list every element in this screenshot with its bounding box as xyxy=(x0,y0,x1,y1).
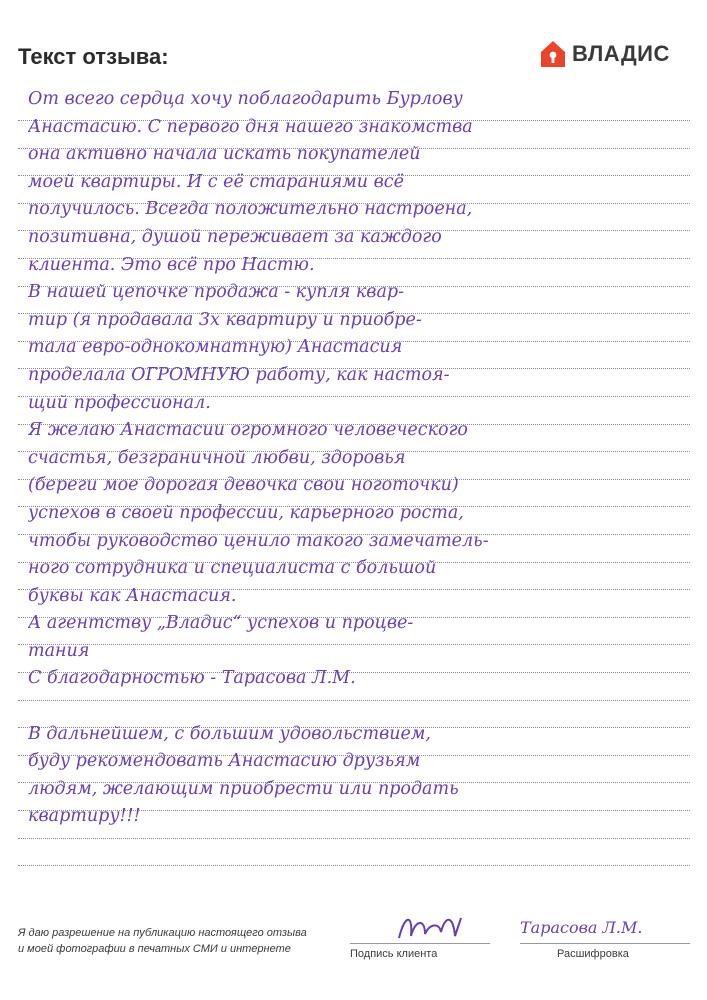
review-line: Я желаю Анастасии огромного человеческого xyxy=(28,420,468,441)
review-line: буду рекомендовать Анастасию друзьям xyxy=(28,751,421,772)
review-line: чтобы руководство ценило такого замечатель- xyxy=(28,530,489,551)
vladis-logo xyxy=(540,40,670,68)
review-line: моей квартиры. И с её стараниями всё xyxy=(28,171,404,192)
review-line: тания xyxy=(28,640,90,661)
review-line: В дальнейшем, с большим удовольствием, xyxy=(28,723,431,744)
review-line: ного сотрудника и специалиста с большой xyxy=(28,558,437,579)
ruled-line xyxy=(18,838,690,839)
review-line: клиента. Это всё про Настю. xyxy=(28,254,315,275)
page-title: Текст отзыва: xyxy=(18,44,169,69)
review-line: людям, желающим приобрести или продать xyxy=(28,778,459,799)
review-line: В нашей цепочке продажа - купля квар- xyxy=(28,282,405,303)
review-line: тир (я продавала 3х квартиру и приобре- xyxy=(28,309,422,330)
decoding-handwritten: Тарасова Л.М. xyxy=(520,918,643,937)
review-line: щий профессионал. xyxy=(28,392,211,413)
review-line: квартиру!!! xyxy=(28,806,141,827)
signature-scribble xyxy=(395,910,465,944)
review-line: С благодарностью - Тарасова Л.М. xyxy=(28,668,356,689)
logo-text: ВЛАДИС xyxy=(572,41,670,66)
review-line: А агентству „Владис“ успехов и процве- xyxy=(28,613,414,634)
review-line: проделала ОГРОМНУЮ работу, как настоя- xyxy=(28,364,450,385)
review-line: Анастасию. С первого дня нашего знакомства xyxy=(28,116,473,137)
review-line: позитивна, душой переживает за каждого xyxy=(28,226,442,247)
client-signature xyxy=(395,910,465,950)
review-line: буквы как Анастасия. xyxy=(28,585,237,606)
handwritten-review xyxy=(28,86,678,831)
review-line: От всего сердца хочу поблагодарить Бурлову xyxy=(28,89,463,109)
review-line: успехов в своей профессии, карьерного роста, xyxy=(28,502,464,523)
review-line xyxy=(28,693,678,721)
permission-line: Я даю разрешение на публикацию настоящего отзыва xyxy=(18,927,307,939)
review-line: тала евро-однокомнатную) Анастасия xyxy=(28,337,403,358)
house-lock-icon xyxy=(540,40,566,68)
ruled-line xyxy=(18,865,690,866)
signature-label: Подпись клиента xyxy=(350,948,438,960)
decoding-label: Расшифровка xyxy=(557,948,629,960)
signature-line xyxy=(350,943,490,944)
decoding-line xyxy=(520,943,690,944)
review-line: получилось. Всегда положительно настроена, xyxy=(28,199,473,220)
review-line: счастья, безграничной любви, здоровья xyxy=(28,447,406,468)
review-line: она активно начала искать покупателей xyxy=(28,144,421,165)
review-line: (береги мое дорогая девочка свои ноготочки) xyxy=(28,475,459,496)
permission-line: и моей фотографии в печатных СМИ и интернете xyxy=(18,943,291,955)
permission-text xyxy=(18,925,348,957)
